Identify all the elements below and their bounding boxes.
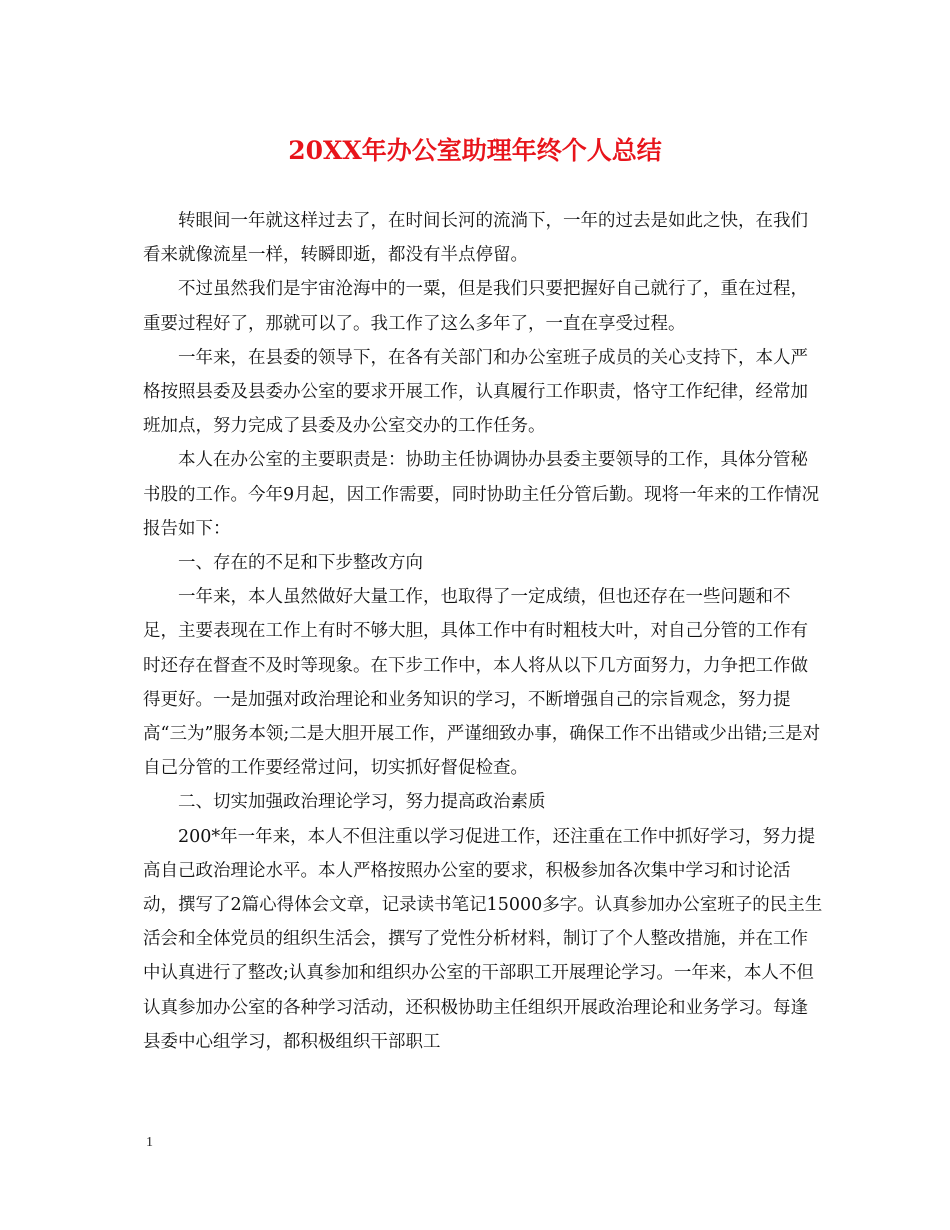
paragraph-3: 一年来，在县委的领导下，在各有关部门和办公室班子成员的关心支持下，本人严格按照县委及县委办公室的要求开展工作，认真履行工作职责，恪守工作纪律，经常加班加点，努力完成了县委及办公室交办的工作任务。 (143, 347, 808, 437)
page-number: 1 (146, 1135, 153, 1150)
document-body (143, 204, 823, 1059)
paragraph-2: 不过虽然我们是宇宙沧海中的一粟，但是我们只要把握好自己就行了，重在过程，重要过程好了，那就可以了。我工作了这么多年了，一直在享受过程。 (143, 279, 808, 334)
section-heading-1: 一、存在的不足和下步整改方向 (178, 553, 423, 574)
paragraph-4: 本人在办公室的主要职责是：协助主任协调协办县委主要领导的工作，具体分管秘书股的工作。今年9月起，因工作需要，同时协助主任分管后勤。现将一年来的工作情况报告如下： (143, 450, 820, 539)
paragraph-6: 200*年一年来，本人不但注重以学习促进工作，还注重在工作中抓好学习，努力提高自己政治理论水平。本人严格按照办公室的要求，积极参加各次集中学习和讨论活动，撰写了2篇心得体会文章，记录读书笔记15000多字。认真参加办公室班子的民主生活会和全体党员的组织生活会，撰写了党性分析材料，制订了个人整改措施，并在工作中认真进行了整改;认真参加和组织办公室的干部职工开展理论学习。一年来，本人不但认真参加办公室的各种学习活动，还积极协助主任组织开展政治理论和业务学习。每逢县委中心组学习，都积极组织干部职工 (143, 826, 823, 1052)
section-heading-2: 二、切实加强政治理论学习，努力提高政治素质 (178, 792, 546, 813)
paragraph-1: 转眼间一年就这样过去了，在时间长河的流淌下，一年的过去是如此之快，在我们看来就像流星一样，转瞬即逝，都没有半点停留。 (143, 211, 808, 266)
paragraph-5: 一年来，本人虽然做好大量工作，也取得了一定成绩，但也还存在一些问题和不足，主要表现在工作上有时不够大胆，具体工作中有时粗枝大叶，对自己分管的工作有时还存在督查不及时等现象。在下步工作中，本人将从以下几方面努力，力争把工作做得更好。一是加强对政治理论和业务知识的学习，不断增强自己的宗旨观念，努力提高“三为”服务本领;二是大胆开展工作，严谨细致办事，确保工作不出错或少出错;三是对自己分管的工作要经常过问，切实抓好督促检查。 (143, 587, 821, 779)
document-title: 20XX年办公室助理年终个人总结 (288, 136, 662, 165)
